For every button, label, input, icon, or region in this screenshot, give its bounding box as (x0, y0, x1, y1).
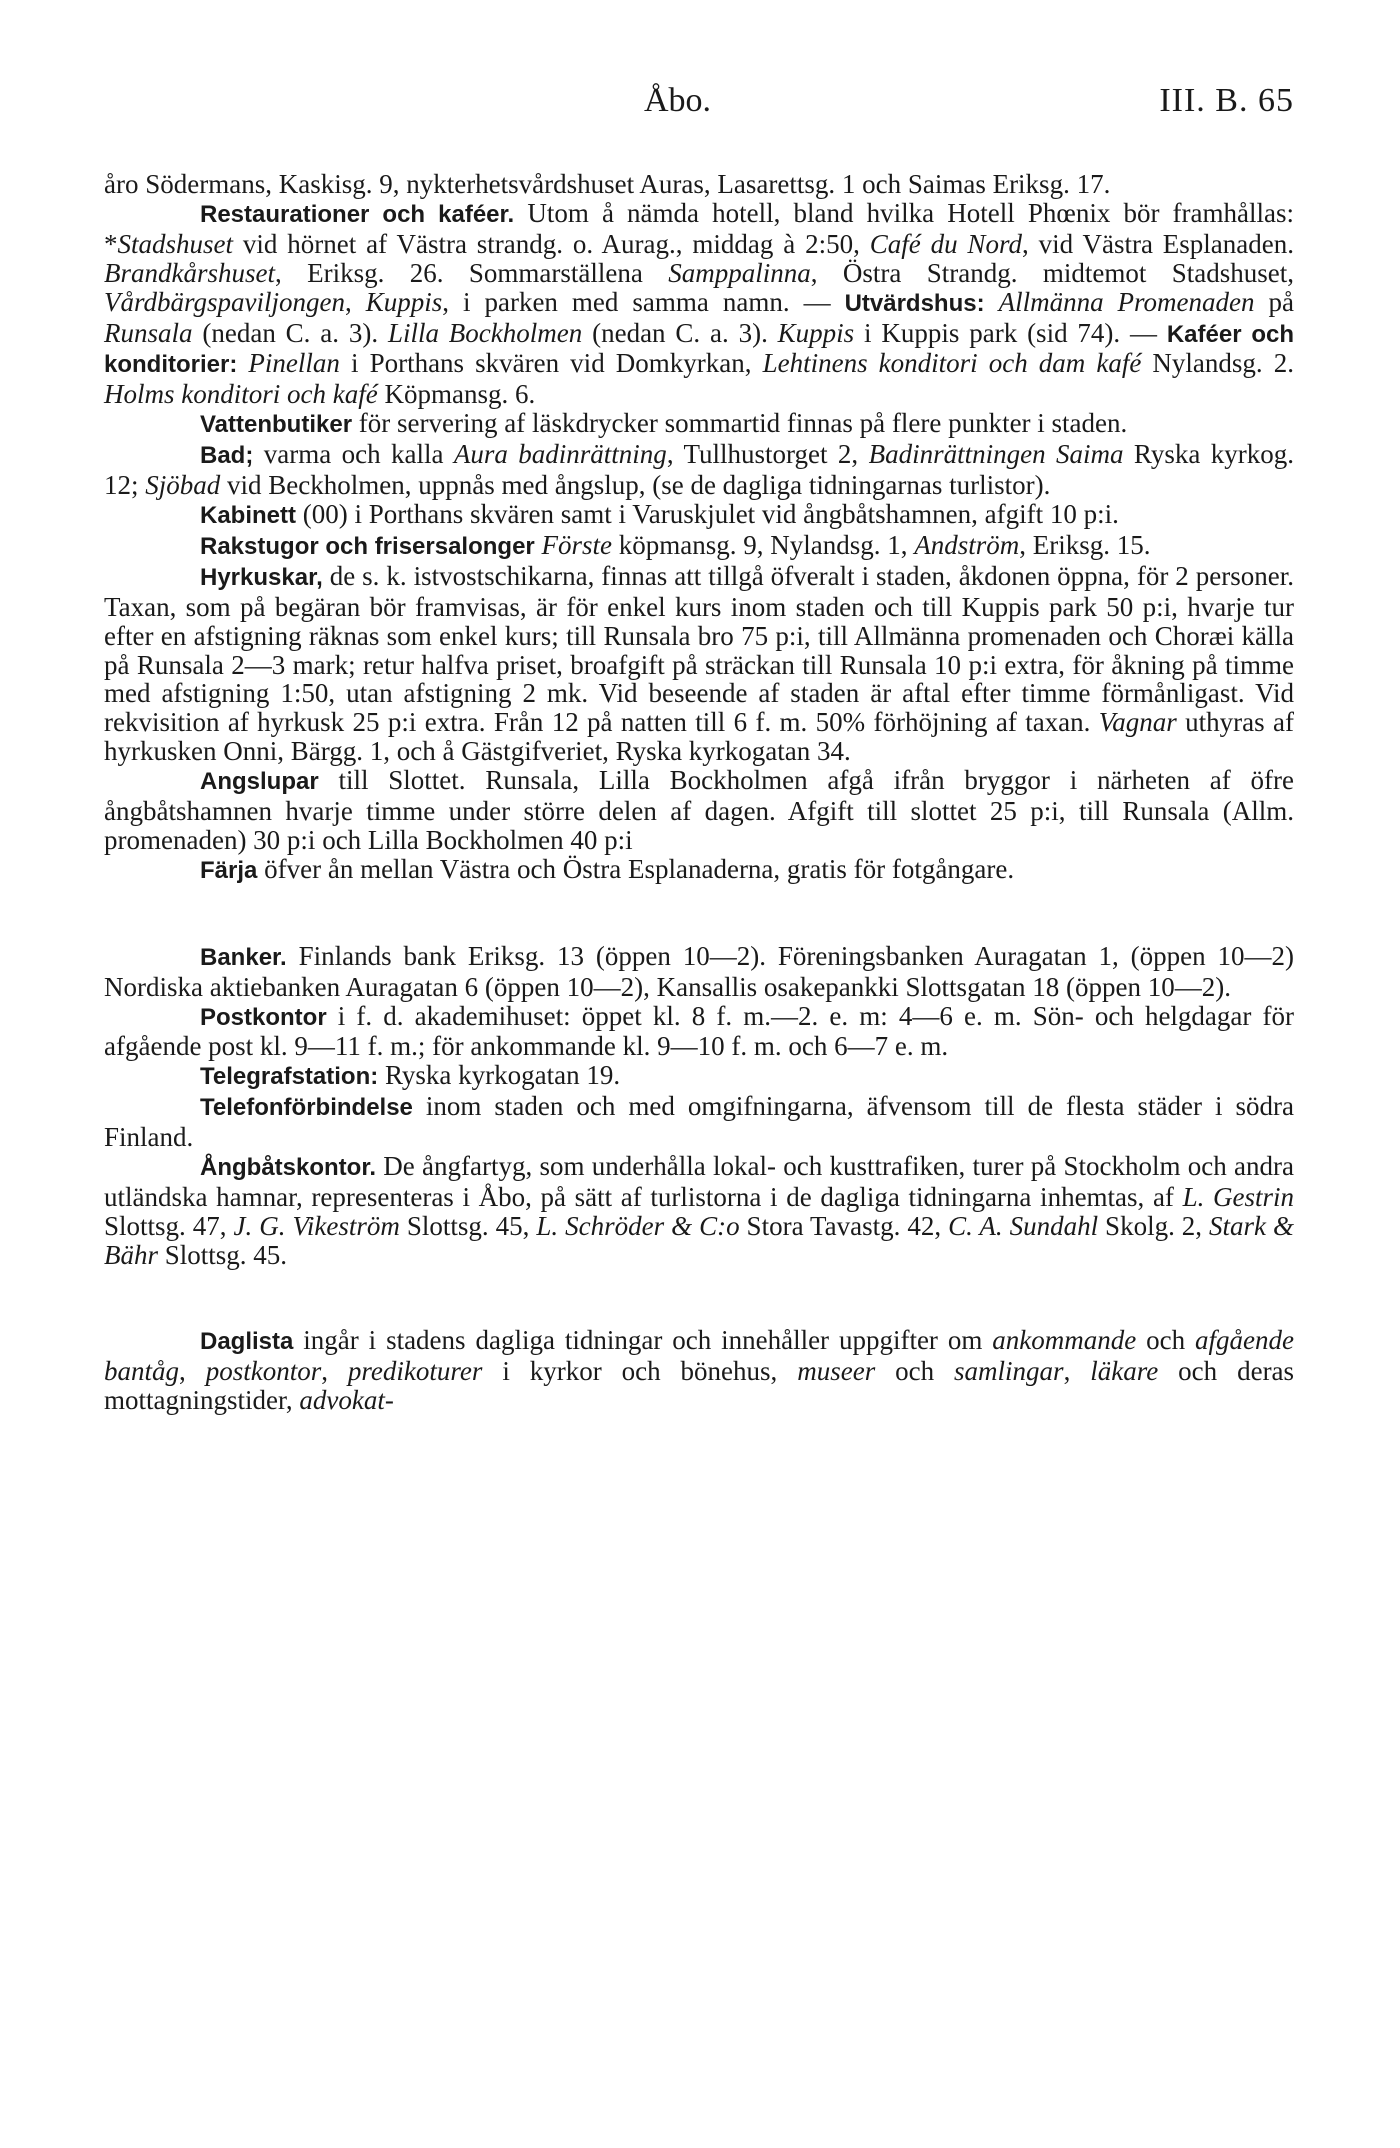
text: Slottsg. 45, (399, 1210, 537, 1241)
text: (nedan C. a. 3). (192, 317, 388, 348)
text: inom staden och med omgifningarna, äfvensom till de flesta städer i södra Finland. (104, 1091, 1294, 1153)
italic-text: läkare (1090, 1355, 1159, 1386)
heading-restaurants: Restaurationer och kaféer. (200, 200, 515, 228)
text: till Slottet. Runsala, Lilla Bockholmen afgå ifrån bryggor i närheten af öfre ångbåtshamnen hvarje timme under större delen af dagen. Afgift till slottet 25 p:i, till Runsala (Allm. promenaden) 30 p:i och Lilla Bockholmen 40 p:i (104, 765, 1294, 855)
italic-text: Andström (914, 529, 1020, 560)
paragraph-hyrkuskar (104, 562, 1294, 766)
text: för servering af läskdrycker sommartid finnas på flere punkter i staden. (352, 408, 1128, 439)
text: Slottsg. 45. (158, 1239, 288, 1270)
italic-text: C. A. Sundahl (948, 1210, 1099, 1241)
text: och deras mottagningstider, (104, 1355, 1295, 1415)
paragraph-postkontor (104, 1002, 1294, 1062)
text (535, 530, 542, 560)
italic-text: ankommande (992, 1324, 1137, 1355)
header-title: Åbo. (644, 82, 712, 119)
italic-text: Café du Nord (869, 228, 1022, 259)
text (237, 348, 248, 378)
body-text (104, 170, 1294, 1414)
paragraph-angbatskontor (104, 1152, 1294, 1270)
text: öfver ån mellan Västra och Östra Esplanaderna, gratis för fotgångare. (257, 853, 1015, 884)
italic-text: J. G. Vikeström (233, 1210, 400, 1241)
italic-text: L. Gestrin (1182, 1182, 1294, 1212)
text: Ryska kyrkog. 12; (104, 439, 1294, 501)
text: Slottsg. 47, (104, 1210, 234, 1241)
heading-angbatskontor: Ångbåtskontor. (200, 1154, 377, 1182)
paragraph-rakstugor (104, 531, 1294, 562)
paragraph-daglista (104, 1326, 1294, 1415)
italic-text: Vårdbärgspaviljongen (104, 286, 345, 317)
italic-text: predikoturer (347, 1355, 483, 1386)
heading-daglista: Daglista (200, 1327, 294, 1355)
paragraph-text: åro Södermans, Kaskisg. 9, nykterhetsvårdshuset Auras, Lasarettsg. 1 och Saimas Eriksg. 17. (104, 169, 1111, 199)
text: (nedan C. a. 3). (582, 317, 778, 348)
text: ingår i stadens dagliga tidningar och innehåller uppgifter om (293, 1324, 993, 1355)
heading-kafeer: Kaféer och konditorier: (104, 320, 1294, 379)
italic-text: Badinrättningen Saima (868, 439, 1124, 470)
italic-text: Brandkårshuset (104, 257, 275, 288)
paragraph-farja (104, 855, 1294, 886)
heading-kabinett: Kabinett (200, 501, 296, 529)
italic-text: Lehtinens konditori och dam kafé (762, 348, 1142, 379)
text: Skolg. 2, (1098, 1210, 1210, 1241)
text: Utom å nämda hotell, bland hvilka Hotell Phœnix bör framhållas: * (104, 197, 1295, 259)
heading-farja: Färja (200, 856, 258, 884)
paragraph-hotels-cont (104, 170, 1294, 199)
text: på (1254, 286, 1294, 317)
italic-text: museer (797, 1355, 876, 1386)
heading-telefon: Telefonförbindelse (200, 1094, 413, 1122)
italic-text: Pinellan (248, 348, 340, 379)
paragraph-banker (104, 942, 1294, 1002)
text: förhöjning af taxan. (865, 707, 1099, 738)
text: (00) i Porthans skvären samt i Varuskjulet vid ångbåtshamnen, afgift 10 p:i. (296, 498, 1119, 529)
italic-text: Lilla Bockholmen (387, 317, 583, 348)
heading-banker: Banker. (200, 943, 287, 971)
header-section: III. B. (1159, 82, 1249, 119)
text: , (1063, 1355, 1091, 1386)
italic-text: samlingar (954, 1355, 1064, 1386)
text: varma och kalla (253, 439, 454, 470)
text: vid Beckholmen, uppnås med ångslup, (se de dagliga tidningarnas turlistor). (220, 470, 1051, 501)
heading-angslupar: Angslupar (200, 768, 319, 796)
text: Stora Tavastg. 42, (739, 1210, 949, 1241)
text: och (875, 1355, 955, 1386)
heading-bad: Bad; (200, 442, 254, 470)
text: i f. d. akademihuset: öppet kl. 8 f. m.—2. e. m: 4—6 e. m. Sön- och helgdagar för afgående post kl. 9—11 f. m.; för ankommande kl. 9—10 f. m. och 6—7 e. m. (104, 1000, 1294, 1062)
text (985, 287, 999, 317)
italic-text: L. Schröder & C:o (536, 1210, 740, 1241)
heading-hyrkuskar: Hyrkuskar, (200, 563, 323, 591)
heading-rakstugor: Rakstugor och frisersalonger (200, 532, 535, 560)
paragraph-telefon (104, 1092, 1294, 1152)
text: köpmansg. 9, Nylandsg. 1, (612, 529, 915, 560)
italic-text: Vagnar (1098, 707, 1177, 738)
italic-text: Runsala (104, 317, 193, 348)
text: vid hörnet af Västra strandg. o. Aurag., middag à 2:50, (233, 228, 870, 259)
heading-postkontor: Postkontor (200, 1003, 327, 1031)
text: , (344, 286, 366, 317)
text: Finlands bank Eriksg. 13 (öppen 10—2). Föreningsbanken Auragatan 1, (öppen 10—2) Nordiska aktiebanken Auragatan 6 (öppen 10—2), Kansallis osakepankki Slottsgatan 18 (öppen 10—2). (104, 940, 1294, 1002)
text: Köpmansg. 6. (377, 379, 536, 410)
page-number: 65 (1258, 82, 1294, 119)
italic-text: Allmänna Promenaden (998, 286, 1255, 317)
text: , vid Västra Esplanaden. (1021, 228, 1294, 259)
text: , (179, 1355, 206, 1386)
paragraph-bad (104, 440, 1294, 500)
italic-text: Aura badinrättning (453, 439, 667, 470)
text: , (321, 1355, 348, 1386)
paragraph-vattenbutiker (104, 409, 1294, 440)
paragraph-kabinett (104, 500, 1294, 531)
text: , Eriksg. 26. Sommarställena (275, 257, 669, 288)
heading-utvardshus: Utvärdshus: (844, 289, 985, 317)
italic-text: Samppalinna (668, 257, 811, 288)
text: De ångfartyg, som underhålla lokal- och kusttrafiken, turer på Stockholm och andra utländska hamnar, representeras i Åbo, på sätt af turlistorna i de dagliga tidningarna inhemtas, af (104, 1151, 1294, 1212)
text: och (1136, 1324, 1196, 1355)
italic-text: Holms konditori och kafé (104, 379, 378, 410)
italic-text: Sjöbad (145, 470, 221, 501)
text: , Eriksg. 15. (1019, 529, 1151, 560)
italic-text: Kuppis (777, 317, 855, 348)
text: , i parken med samma namn. — (442, 286, 845, 317)
text: Ryska kyrkogatan 19. (378, 1060, 621, 1091)
italic-text: advokat- (299, 1384, 394, 1415)
paragraph-restaurants (104, 199, 1294, 409)
heading-vattenbutiker: Vattenbutiker (200, 411, 353, 439)
italic-text: Stark & Bähr (104, 1210, 1295, 1270)
italic-text: Kuppis (365, 286, 443, 317)
text: Nylandsg. 2. (1141, 348, 1294, 379)
paragraph-angslupar (104, 766, 1294, 855)
text: i Porthans skvären vid Domkyrkan, (339, 348, 763, 379)
text: , Östra Strandg. midtemot Stadshuset, (810, 257, 1294, 288)
text: , Tullhustorget 2, (666, 439, 869, 470)
text: uthyras af hyrkusken Onni, Bärgg. 1, och å Gästgifveriet, Ryska kyrkogatan 34. (104, 707, 1294, 767)
heading-telegraf: Telegrafstation: (200, 1063, 379, 1091)
running-header (104, 82, 1294, 132)
header-section-page (1159, 82, 1294, 120)
text: de s. k. istvostschikarna, finnas att tillgå öfveralt i staden, åkdonen öppna, för 2 personer. Taxan, som på begäran bör framvisas, är för enkel kurs inom staden och till Kuppis park 50 p:i, hvarje tur efter en afstigning räknas som enkel kurs; till Runsala bro 75 p:i, till Allmänna promenaden och Choræi källa på Runsala 2—3 mark; retur halfva priset, broafgift på sträckan till Runsala 10 p:i extra, för åkning på timme med afstigning 1:50, utan afstigning 2 mk. Vid beseende af staden är aftal efter timme förmånligast. Vid rekvisition af hyrkusk 25 p:i extra. Från 12 på natten till 6 f. m. 50% (104, 560, 1294, 738)
italic-text: postkontor (205, 1355, 322, 1386)
text: i Kuppis park (sid 74). — (854, 317, 1167, 348)
italic-text: Stadshuset (117, 228, 234, 259)
italic-text: Förste (541, 529, 613, 560)
italic-text: afgående bantåg (104, 1324, 1294, 1386)
paragraph-telegraf (104, 1061, 1294, 1092)
text: i kyrkor och bönehus, (482, 1355, 798, 1386)
